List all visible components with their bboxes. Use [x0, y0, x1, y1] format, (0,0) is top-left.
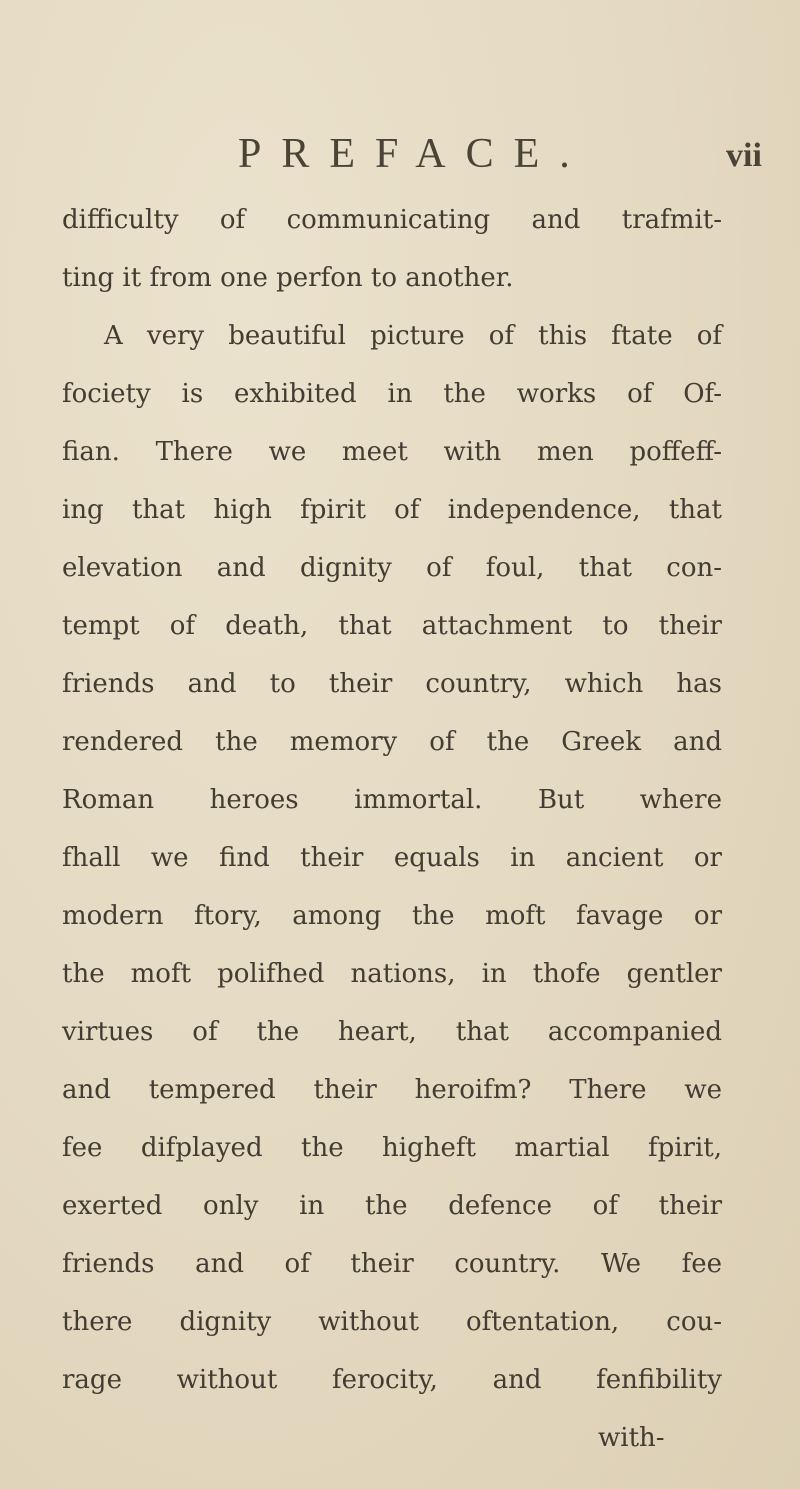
text-line: rendered the memory of the Greek and: [62, 727, 722, 757]
text-line: modern ftory, among the moft favage or: [62, 901, 722, 931]
running-head-title: PREFACE.: [238, 131, 590, 177]
text-line: friends and of their country. We fee: [62, 1249, 722, 1279]
text-line: Roman heroes immortal. But where: [62, 785, 722, 815]
text-line: virtues of the heart, that accompanied: [62, 1017, 722, 1047]
text-line: friends and to their country, which has: [62, 669, 722, 699]
catchword: with-: [598, 1423, 665, 1453]
text-line: tempt of death, that attachment to their: [62, 611, 722, 641]
text-line: fian. There we meet with men poffeff-: [62, 437, 722, 467]
text-line: exerted only in the defence of their: [62, 1191, 722, 1221]
text-line: rage without ferocity, and fenfibility: [62, 1365, 722, 1395]
text-line: ting it from one perfon to another.: [62, 263, 514, 293]
page-number: vii: [726, 137, 762, 174]
text-line: there dignity without oftentation, cou-: [62, 1307, 722, 1337]
text-line: ing that high fpirit of independence, that: [62, 495, 722, 525]
running-head: [0, 124, 800, 184]
text-line: fhall we find their equals in ancient or: [62, 843, 722, 873]
text-line: the moft polifhed nations, in thofe gentler: [62, 959, 722, 989]
text-line: difficulty of communicating and trafmit-: [62, 205, 722, 235]
text-line: and tempered their heroifm? There we: [62, 1075, 722, 1105]
text-line: fee difplayed the higheft martial fpirit,: [62, 1133, 722, 1163]
text-line: A very beautiful picture of this ftate of: [104, 321, 722, 351]
text-line: elevation and dignity of foul, that con-: [62, 553, 722, 583]
text-line: fociety is exhibited in the works of Of-: [62, 379, 722, 409]
